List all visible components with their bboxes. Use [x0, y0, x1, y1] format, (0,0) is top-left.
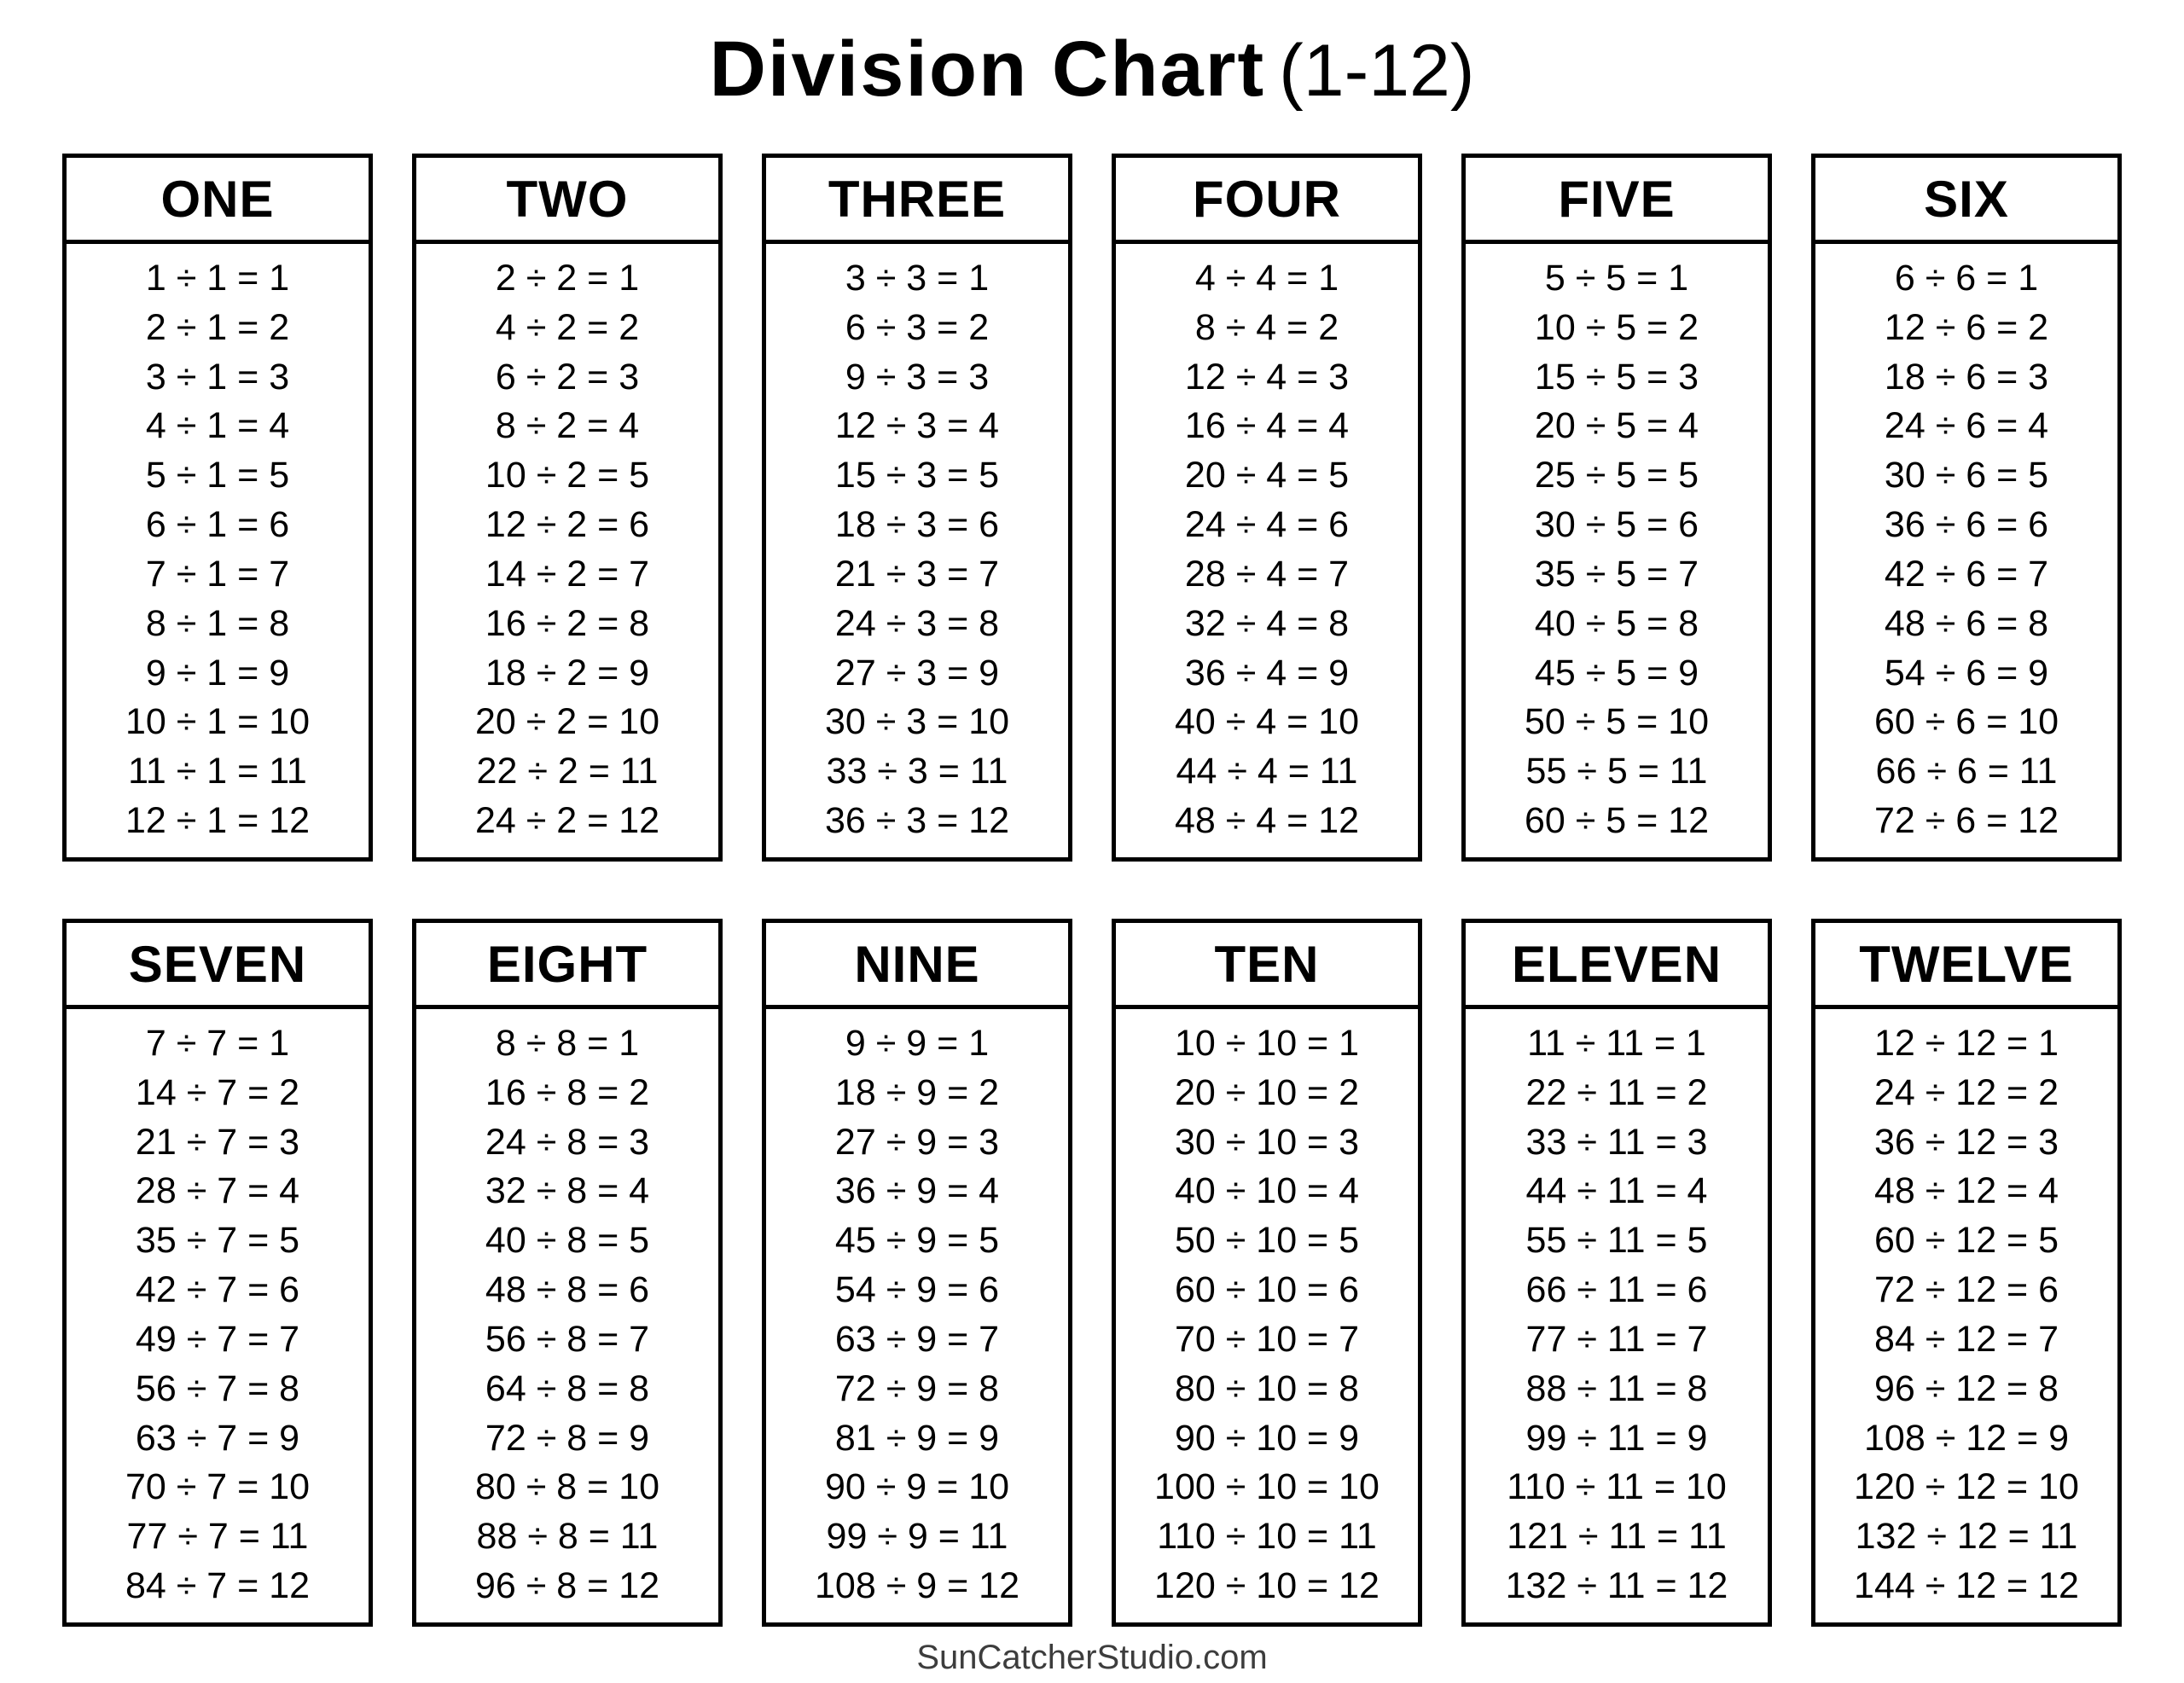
equation-row: 84 ÷ 12 = 7	[1873, 1318, 2059, 1360]
equation-row: 20 ÷ 5 = 4	[1534, 405, 1699, 447]
equation-row: 12 ÷ 4 = 3	[1184, 356, 1350, 398]
equation-row: 40 ÷ 4 = 10	[1174, 701, 1360, 743]
panel-header	[67, 923, 369, 1009]
equation-row: 88 ÷ 8 = 11	[476, 1516, 659, 1558]
equation-row: 6 ÷ 3 = 2	[845, 306, 990, 348]
equation-row: 42 ÷ 7 = 6	[135, 1269, 300, 1311]
equation-row: 5 ÷ 1 = 5	[145, 455, 290, 496]
panel-header	[766, 158, 1068, 244]
equation-row: 8 ÷ 4 = 2	[1194, 306, 1339, 348]
equation-row: 99 ÷ 9 = 11	[826, 1516, 1008, 1558]
panel-title: TWO	[506, 170, 629, 228]
equation-row: 120 ÷ 12 = 10	[1854, 1466, 2079, 1508]
equation-row: 6 ÷ 1 = 6	[145, 504, 290, 546]
panel-title: TWELVE	[1859, 935, 2074, 993]
panel-body	[416, 244, 718, 857]
equation-row: 3 ÷ 3 = 1	[845, 257, 990, 299]
equation-row: 20 ÷ 10 = 2	[1174, 1071, 1360, 1113]
division-panel-two	[412, 154, 723, 862]
equation-row: 50 ÷ 10 = 5	[1174, 1220, 1360, 1262]
panel-title: SIX	[1924, 170, 2009, 228]
division-panel-three	[762, 154, 1072, 862]
equation-row: 14 ÷ 7 = 2	[135, 1071, 300, 1113]
equation-row: 15 ÷ 3 = 5	[834, 455, 1000, 496]
equation-row: 40 ÷ 8 = 5	[485, 1220, 650, 1262]
equation-row: 132 ÷ 11 = 12	[1505, 1565, 1728, 1607]
equation-row: 60 ÷ 12 = 5	[1873, 1220, 2059, 1262]
footer-site-text: SunCatcherStudio.com	[916, 1639, 1268, 1676]
panel-header	[1116, 923, 1418, 1009]
equation-row: 72 ÷ 9 = 8	[834, 1367, 1000, 1409]
equation-row: 10 ÷ 10 = 1	[1174, 1022, 1360, 1064]
equation-row: 30 ÷ 3 = 10	[824, 701, 1010, 743]
equation-row: 88 ÷ 11 = 8	[1525, 1367, 1708, 1409]
equation-row: 12 ÷ 6 = 2	[1884, 306, 2049, 348]
equation-row: 15 ÷ 5 = 3	[1534, 356, 1699, 398]
equation-row: 8 ÷ 1 = 8	[145, 602, 290, 644]
panel-body	[766, 244, 1068, 857]
division-panel-six	[1811, 154, 2122, 862]
page-title	[62, 19, 2122, 128]
panel-header	[1466, 158, 1768, 244]
equation-row: 54 ÷ 6 = 9	[1884, 652, 2049, 694]
equation-row: 4 ÷ 2 = 2	[495, 306, 640, 348]
equation-row: 45 ÷ 9 = 5	[834, 1220, 1000, 1262]
panel-title: THREE	[828, 170, 1007, 228]
equation-row: 36 ÷ 12 = 3	[1873, 1121, 2059, 1163]
division-panel-nine	[762, 919, 1072, 1627]
equation-row: 21 ÷ 7 = 3	[135, 1121, 300, 1163]
equation-row: 77 ÷ 7 = 11	[126, 1516, 309, 1558]
equation-row: 18 ÷ 2 = 9	[485, 652, 650, 694]
panel-title: SEVEN	[128, 935, 307, 993]
equation-row: 11 ÷ 1 = 11	[128, 751, 307, 792]
panel-header	[1116, 158, 1418, 244]
equation-row: 12 ÷ 1 = 12	[125, 800, 311, 842]
equation-row: 48 ÷ 6 = 8	[1884, 602, 2049, 644]
equation-row: 9 ÷ 9 = 1	[845, 1022, 990, 1064]
equation-row: 7 ÷ 1 = 7	[145, 553, 290, 595]
equation-row: 96 ÷ 8 = 12	[474, 1565, 660, 1607]
division-grid	[62, 154, 2122, 1627]
equation-row: 120 ÷ 10 = 12	[1154, 1565, 1380, 1607]
equation-row: 33 ÷ 11 = 3	[1525, 1121, 1708, 1163]
equation-row: 4 ÷ 4 = 1	[1194, 257, 1339, 299]
equation-row: 24 ÷ 6 = 4	[1884, 405, 2049, 447]
equation-row: 48 ÷ 8 = 6	[485, 1269, 650, 1311]
equation-row: 90 ÷ 9 = 10	[824, 1466, 1010, 1508]
equation-row: 90 ÷ 10 = 9	[1174, 1417, 1360, 1459]
equation-row: 99 ÷ 11 = 9	[1525, 1417, 1708, 1459]
panel-body	[67, 1009, 369, 1622]
panel-body	[1116, 1009, 1418, 1622]
equation-row: 72 ÷ 6 = 12	[1873, 800, 2059, 842]
equation-row: 144 ÷ 12 = 12	[1854, 1565, 2079, 1607]
panel-title: TEN	[1214, 935, 1320, 993]
division-panel-five	[1461, 154, 1772, 862]
equation-row: 48 ÷ 12 = 4	[1873, 1170, 2059, 1212]
equation-row: 24 ÷ 4 = 6	[1184, 504, 1350, 546]
equation-row: 16 ÷ 8 = 2	[485, 1071, 650, 1113]
equation-row: 12 ÷ 12 = 1	[1873, 1022, 2059, 1064]
equation-row: 35 ÷ 7 = 5	[135, 1220, 300, 1262]
panel-title: ONE	[160, 170, 275, 228]
panel-body	[1466, 244, 1768, 857]
equation-row: 36 ÷ 4 = 9	[1184, 652, 1350, 694]
panel-body	[416, 1009, 718, 1622]
equation-row: 5 ÷ 5 = 1	[1544, 257, 1689, 299]
equation-row: 25 ÷ 5 = 5	[1534, 455, 1699, 496]
equation-row: 55 ÷ 11 = 5	[1525, 1220, 1708, 1262]
equation-row: 28 ÷ 4 = 7	[1184, 553, 1350, 595]
equation-row: 36 ÷ 6 = 6	[1884, 504, 2049, 546]
equation-row: 110 ÷ 11 = 10	[1507, 1466, 1727, 1508]
page-title-suffix: (1-12)	[1279, 30, 1475, 112]
panel-body	[1815, 244, 2117, 857]
equation-row: 20 ÷ 2 = 10	[474, 701, 660, 743]
equation-row: 14 ÷ 2 = 7	[485, 553, 650, 595]
equation-row: 60 ÷ 10 = 6	[1174, 1269, 1360, 1311]
equation-row: 33 ÷ 3 = 11	[826, 751, 1008, 792]
equation-row: 66 ÷ 11 = 6	[1525, 1269, 1708, 1311]
equation-row: 132 ÷ 12 = 11	[1855, 1516, 2078, 1558]
division-panel-eleven	[1461, 919, 1772, 1627]
equation-row: 80 ÷ 8 = 10	[474, 1466, 660, 1508]
equation-row: 10 ÷ 2 = 5	[485, 455, 650, 496]
equation-row: 72 ÷ 12 = 6	[1873, 1269, 2059, 1311]
equation-row: 8 ÷ 2 = 4	[495, 405, 640, 447]
panel-title: FIVE	[1558, 170, 1676, 228]
equation-row: 21 ÷ 3 = 7	[834, 553, 1000, 595]
equation-row: 3 ÷ 1 = 3	[145, 356, 290, 398]
equation-row: 10 ÷ 1 = 10	[125, 701, 311, 743]
panel-header	[416, 923, 718, 1009]
equation-row: 63 ÷ 9 = 7	[834, 1318, 1000, 1360]
equation-row: 70 ÷ 7 = 10	[125, 1466, 311, 1508]
page-title-main: Division Chart	[709, 26, 1266, 113]
division-panel-eight	[412, 919, 723, 1627]
equation-row: 8 ÷ 8 = 1	[495, 1022, 640, 1064]
equation-row: 54 ÷ 9 = 6	[834, 1269, 1000, 1311]
equation-row: 18 ÷ 9 = 2	[834, 1071, 1000, 1113]
equation-row: 12 ÷ 3 = 4	[834, 405, 1000, 447]
panel-body	[1815, 1009, 2117, 1622]
equation-row: 30 ÷ 10 = 3	[1174, 1121, 1360, 1163]
equation-row: 55 ÷ 5 = 11	[1525, 751, 1708, 792]
equation-row: 80 ÷ 10 = 8	[1174, 1367, 1360, 1409]
equation-row: 56 ÷ 7 = 8	[135, 1367, 300, 1409]
equation-row: 20 ÷ 4 = 5	[1184, 455, 1350, 496]
equation-row: 44 ÷ 4 = 11	[1176, 751, 1358, 792]
division-panel-seven	[62, 919, 373, 1627]
division-panel-twelve	[1811, 919, 2122, 1627]
equation-row: 6 ÷ 6 = 1	[1894, 257, 2039, 299]
equation-row: 64 ÷ 8 = 8	[485, 1367, 650, 1409]
equation-row: 40 ÷ 5 = 8	[1534, 602, 1699, 644]
equation-row: 2 ÷ 1 = 2	[145, 306, 290, 348]
equation-row: 32 ÷ 8 = 4	[485, 1170, 650, 1212]
panel-title: EIGHT	[486, 935, 648, 993]
equation-row: 42 ÷ 6 = 7	[1884, 553, 2049, 595]
equation-row: 70 ÷ 10 = 7	[1174, 1318, 1360, 1360]
equation-row: 30 ÷ 6 = 5	[1884, 455, 2049, 496]
equation-row: 6 ÷ 2 = 3	[495, 356, 640, 398]
equation-row: 45 ÷ 5 = 9	[1534, 652, 1699, 694]
equation-row: 36 ÷ 9 = 4	[834, 1170, 1000, 1212]
panel-header	[766, 923, 1068, 1009]
equation-row: 4 ÷ 1 = 4	[145, 405, 290, 447]
equation-row: 7 ÷ 7 = 1	[145, 1022, 290, 1064]
equation-row: 22 ÷ 2 = 11	[476, 751, 659, 792]
equation-row: 2 ÷ 2 = 1	[495, 257, 640, 299]
equation-row: 60 ÷ 6 = 10	[1873, 701, 2059, 743]
equation-row: 16 ÷ 2 = 8	[485, 602, 650, 644]
panel-header	[67, 158, 369, 244]
equation-row: 27 ÷ 3 = 9	[834, 652, 1000, 694]
equation-row: 66 ÷ 6 = 11	[1875, 751, 2058, 792]
equation-row: 49 ÷ 7 = 7	[135, 1318, 300, 1360]
equation-row: 22 ÷ 11 = 2	[1525, 1071, 1708, 1113]
panel-title: NINE	[854, 935, 980, 993]
equation-row: 10 ÷ 5 = 2	[1534, 306, 1699, 348]
equation-row: 48 ÷ 4 = 12	[1174, 800, 1360, 842]
equation-row: 110 ÷ 10 = 11	[1157, 1516, 1377, 1558]
division-panel-one	[62, 154, 373, 862]
equation-row: 24 ÷ 8 = 3	[485, 1121, 650, 1163]
panel-body	[1116, 244, 1418, 857]
panel-body	[766, 1009, 1068, 1622]
equation-row: 40 ÷ 10 = 4	[1174, 1170, 1360, 1212]
equation-row: 9 ÷ 3 = 3	[845, 356, 990, 398]
equation-row: 108 ÷ 9 = 12	[815, 1565, 1019, 1607]
equation-row: 18 ÷ 6 = 3	[1884, 356, 2049, 398]
panel-header	[1466, 923, 1768, 1009]
equation-row: 56 ÷ 8 = 7	[485, 1318, 650, 1360]
equation-row: 96 ÷ 12 = 8	[1873, 1367, 2059, 1409]
equation-row: 44 ÷ 11 = 4	[1525, 1170, 1708, 1212]
equation-row: 24 ÷ 2 = 12	[474, 800, 660, 842]
equation-row: 12 ÷ 2 = 6	[485, 504, 650, 546]
equation-row: 28 ÷ 7 = 4	[135, 1170, 300, 1212]
equation-row: 16 ÷ 4 = 4	[1184, 405, 1350, 447]
equation-row: 9 ÷ 1 = 9	[145, 652, 290, 694]
equation-row: 18 ÷ 3 = 6	[834, 504, 1000, 546]
footer	[62, 1639, 2122, 1677]
panel-header	[1815, 923, 2117, 1009]
equation-row: 108 ÷ 12 = 9	[1864, 1417, 2069, 1459]
equation-row: 72 ÷ 8 = 9	[485, 1417, 650, 1459]
division-panel-ten	[1112, 919, 1422, 1627]
panel-title: FOUR	[1193, 170, 1341, 228]
division-panel-four	[1112, 154, 1422, 862]
equation-row: 35 ÷ 5 = 7	[1534, 553, 1699, 595]
equation-row: 1 ÷ 1 = 1	[145, 257, 290, 299]
equation-row: 24 ÷ 3 = 8	[834, 602, 1000, 644]
panel-body	[67, 244, 369, 857]
panel-header	[1815, 158, 2117, 244]
equation-row: 84 ÷ 7 = 12	[125, 1565, 311, 1607]
equation-row: 77 ÷ 11 = 7	[1525, 1318, 1708, 1360]
panel-title: ELEVEN	[1511, 935, 1722, 993]
equation-row: 27 ÷ 9 = 3	[834, 1121, 1000, 1163]
panel-header	[416, 158, 718, 244]
equation-row: 81 ÷ 9 = 9	[834, 1417, 1000, 1459]
equation-row: 32 ÷ 4 = 8	[1184, 602, 1350, 644]
equation-row: 36 ÷ 3 = 12	[824, 800, 1010, 842]
equation-row: 11 ÷ 11 = 1	[1527, 1022, 1706, 1064]
equation-row: 121 ÷ 11 = 11	[1507, 1516, 1727, 1558]
equation-row: 24 ÷ 12 = 2	[1873, 1071, 2059, 1113]
equation-row: 60 ÷ 5 = 12	[1524, 800, 1710, 842]
equation-row: 100 ÷ 10 = 10	[1154, 1466, 1380, 1508]
equation-row: 30 ÷ 5 = 6	[1534, 504, 1699, 546]
equation-row: 50 ÷ 5 = 10	[1524, 701, 1710, 743]
panel-body	[1466, 1009, 1768, 1622]
equation-row: 63 ÷ 7 = 9	[135, 1417, 300, 1459]
